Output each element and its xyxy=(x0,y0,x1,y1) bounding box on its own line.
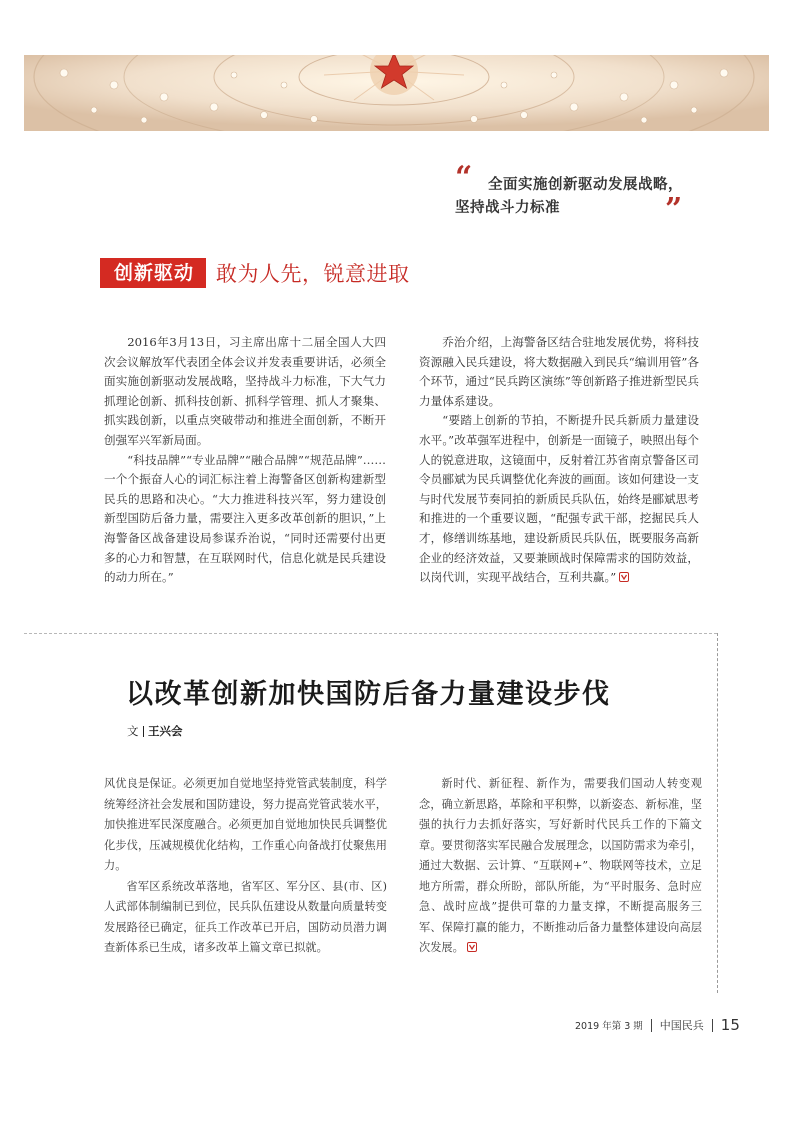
bottom-right-column xyxy=(419,774,702,959)
close-quote-mark: ” xyxy=(665,192,683,227)
magazine-name: 中国民兵 xyxy=(659,1019,704,1032)
section-headline: 敢为人先，锐意进取 xyxy=(216,262,410,286)
bottom-left-column xyxy=(104,774,387,959)
open-quote-mark: “ xyxy=(455,160,473,195)
paragraph: 省军区系统改革落地，省军区、军分区、县(市、区)人武部体制编制已到位，民兵队伍建设从数量向质量转变发展路径已确定，征兵工作改革已开启，国防动员潜力调查新体系已生成，诸多改革上篇文章已拟就。 xyxy=(104,879,387,954)
pull-quote xyxy=(455,160,705,227)
page-footer xyxy=(575,1016,740,1034)
paragraph: “要踏上创新的节拍，不断提升民兵新质力量建设水平。”改革强军进程中，创新是一面镜子，映照出每个人的锐意进取，这镜面中，反射着江苏省南京警备区司令员郦斌为民兵调整优化奔波的画面。该如何建设一支与时代发展节奏同拍的新质民兵队伍，始终是郦斌思考和推进的一个重要议题，“配强专武干部，挖掘民兵人才，修缮训练基地，建设新质民兵队伍，既要服务高新企业的经济效益，又要兼顾战时保障需求的国防效益，以岗代训，实现平战结合，互利共赢。” xyxy=(419,413,699,585)
section-header xyxy=(100,258,410,288)
pull-quote-line-2: 坚持战斗力标准 xyxy=(455,199,560,216)
footer-separator xyxy=(712,1019,713,1032)
article-title: 以改革创新加快国防后备力量建设步伐 xyxy=(126,679,611,710)
paragraph: 2016年3月13日，习主席出席十二届全国人大四次会议解放军代表团全体会议并发表重要讲话，必须全面实施创新驱动发展战略，坚持战斗力标准，下大气力抓理论创新、抓科技创新、抓科学管理、抓人才聚集、抓实践创新，以重点突破带动和推进全面创新，不断开创强军兴军新局面。 xyxy=(104,335,386,447)
magazine-end-mark-icon xyxy=(467,942,477,952)
paragraph: 新时代、新征程、新作为，需要我们国动人转变观念，确立新思路，革除和平积弊，以新姿态、新标准，坚强的执行力去抓好落实，写好新时代民兵工作的下篇文章。要贯彻落实军民融合发展理念，以国防需求为牵引，通过大数据、云计算、“互联网+”、物联网等技术，立足地方所需，群众所盼，部队所能，为“平时服务、急时应急、战时应战”提供可靠的力量支撑，不断提高服务三军、保障打赢的能力，不断推动后备力量整体建设向高层次发展。 xyxy=(419,777,702,954)
page-number: 15 xyxy=(720,1016,740,1034)
paragraph: 乔治介绍，上海警备区结合驻地发展优势，将科技资源融入民兵建设，将大数据融入到民兵“编训用管”各个环节，通过“民兵跨区演练”等创新路子推进新型民兵力量体系建设。 xyxy=(419,335,699,408)
column-divider xyxy=(717,633,718,993)
top-right-column xyxy=(419,333,699,588)
footer-separator xyxy=(651,1019,652,1032)
header-banner-image xyxy=(24,55,769,131)
paragraph: “科技品牌”“专业品牌”“融合品牌”“规范品牌”……一个个振奋人心的词汇标注着上海警备区创新构建新型民兵的思路和决心。“大力推进科技兴军，努力建设创新型国防后备力量，需要注入更多改革创新的胆识，”上海警备区战备建设局参谋乔治说，“同时还需要付出更多的心力和智慧，在互联网时代，信息化就是民兵建设的动力所在。” xyxy=(104,452,386,585)
byline xyxy=(127,723,183,739)
issue-label: 2019 年第 3 期 xyxy=(575,1021,643,1032)
byline-separator xyxy=(143,726,145,737)
section-divider xyxy=(24,633,717,634)
paragraph: 风优良是保证。必须更加自觉地坚持党管武装制度，科学统筹经济社会发展和国防建设，努力提高党管武装水平，加快推进军民深度融合。必须更加自觉地加快民兵调整优化步伐，压减规模优化结构，工作重心向备战打仗聚焦用力。 xyxy=(104,777,387,872)
magazine-end-mark-icon xyxy=(619,572,629,582)
byline-prefix: 文 xyxy=(127,724,139,738)
red-star-ceiling-icon xyxy=(24,55,769,131)
author-name: 王兴会 xyxy=(148,724,183,738)
top-left-column xyxy=(104,333,386,588)
section-tag: 创新驱动 xyxy=(100,258,206,288)
pull-quote-line-1: 全面实施创新驱动发展战略， xyxy=(488,176,683,193)
